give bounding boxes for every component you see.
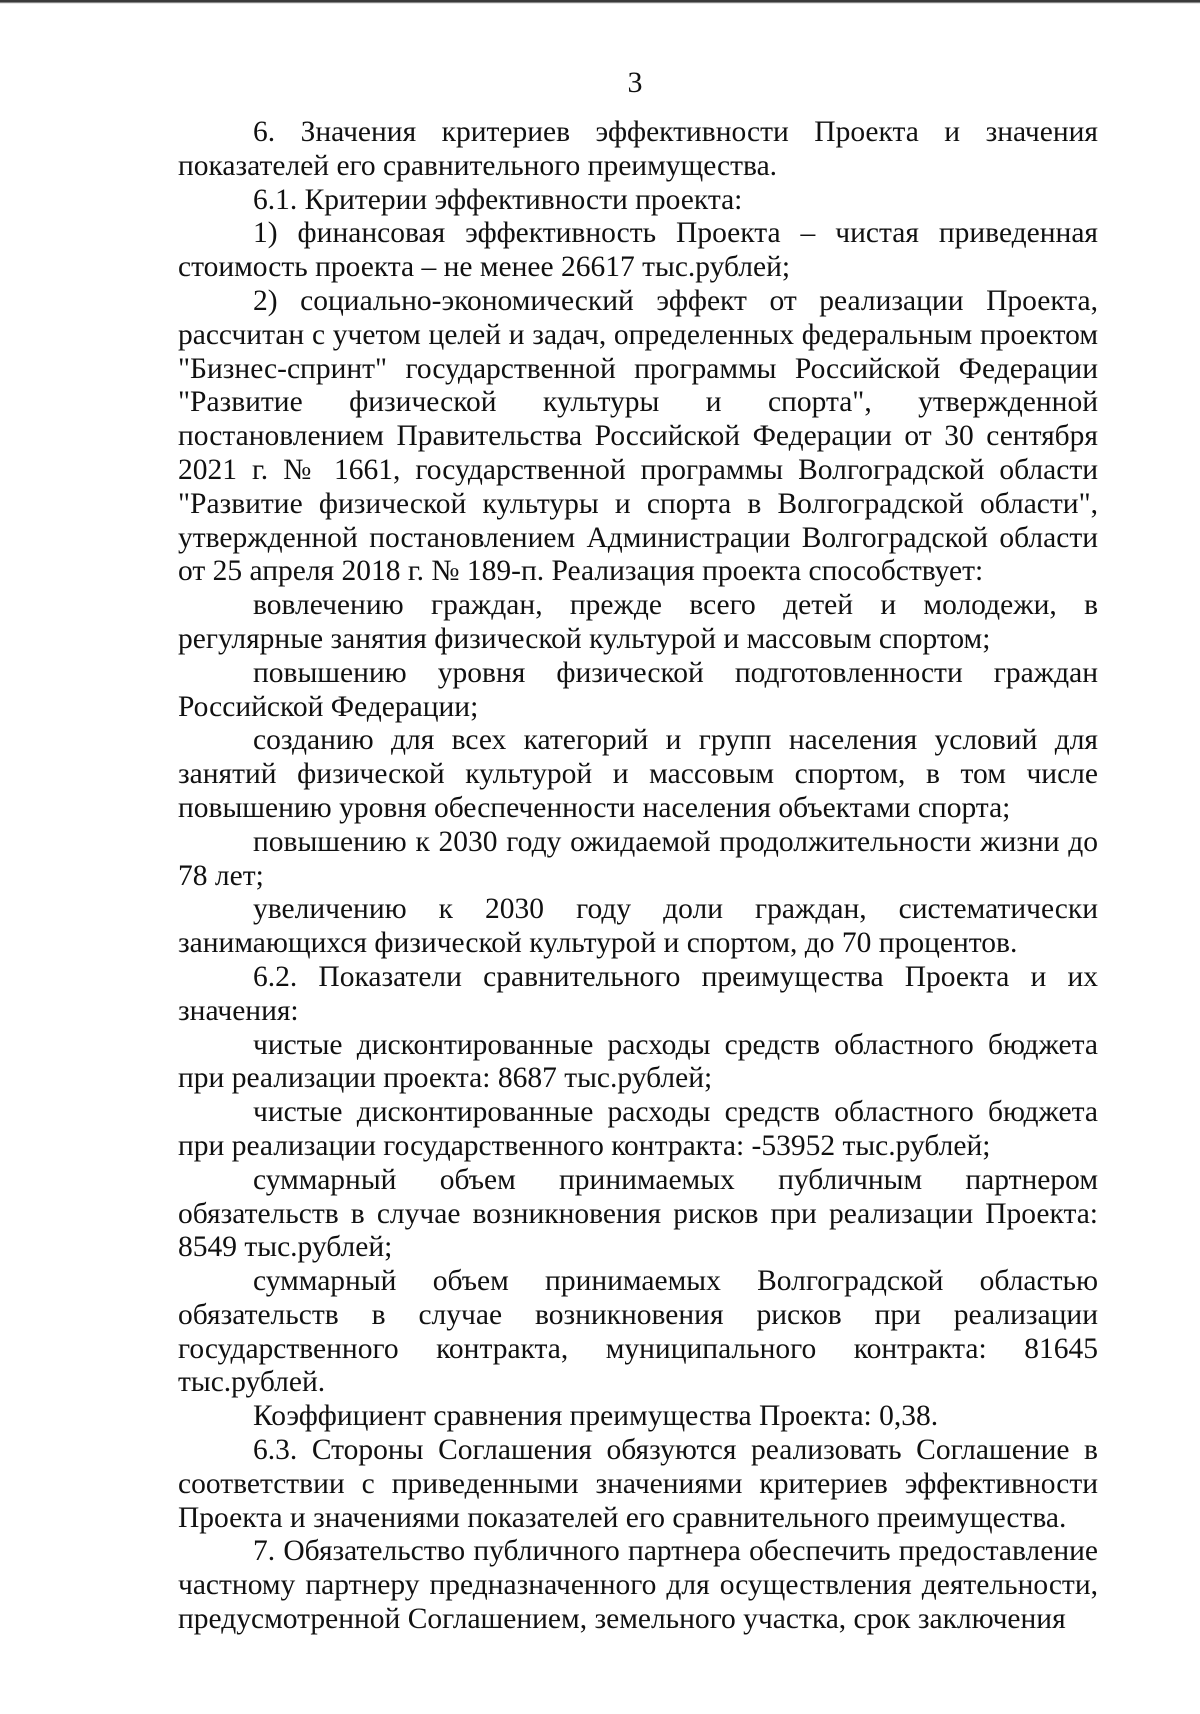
indicator-project-expenses: чистые дисконтированные расходы средств областного бюджета при реализации проекта: 8687 тыс.рублей; [178,1028,1098,1095]
scan-top-edge [0,0,1200,4]
list-item-share-of-citizens: увеличению к 2030 году доли граждан, систематически занимающихся физической культурой и спортом, до 70 процентов. [178,893,1098,960]
paragraph-6-heading: 6. Значения критериев эффективности Проекта и значения показателей его сравнительного преимущества. [178,116,1098,182]
paragraph-7: 7. Обязательство публичного партнера обеспечить предоставление частному партнеру предназначенного для осуществления деятельности, предусмотренной Соглашением, земельного участка, срок заключения [178,1535,1098,1636]
paragraph-6-1-item-2: 2) социально-экономический эффект от реализации Проекта, рассчитан с учетом целей и задач, определенных федеральным проектом "Бизнес-спринт" государственной программы Российской Федерации "Развитие физической культуры и спорта", утвержденной постановлением Правительства Российской Федерации от 30 сентября 2021 г. № 1661, государственной программы Волгоградской области "Развитие физической культуры и спорта в Волгоградской области", утвержденной постановлением Администрации Волгоградской области от 25 апреля 2018 г. № 189-п. Реализация проекта способствует: [178,284,1098,588]
paragraph-6-2: 6.2. Показатели сравнительного преимущества Проекта и их значения: [178,960,1098,1027]
list-item-fitness-level: повышению уровня физической подготовленности граждан Российской Федерации; [178,656,1098,723]
paragraph-6-1-item-1: 1) финансовая эффективность Проекта – чистая приведенная стоимость проекта – не менее 26617 тыс.рублей; [178,217,1098,284]
paragraph-6-1: 6.1. Критерии эффективности проекта: [253,183,743,216]
list-item-conditions: созданию для всех категорий и групп населения условий для занятий физической культурой и массовым спортом, в том числе повышению уровня обеспеченности населения объектами спорта; [178,724,1098,824]
indicator-contract-expenses: чистые дисконтированные расходы средств областного бюджета при реализации государственного контракта: -53952 тыс.рублей; [178,1096,1098,1162]
comparison-coefficient: Коэффициент сравнения преимущества Проекта: 0,38. [253,1400,939,1433]
indicator-public-partner-obligations: суммарный объем принимаемых публичным партнером обязательств в случае возникновения рисков при реализации Проекта: 8549 тыс.рублей; [178,1163,1098,1264]
list-item-life-expectancy: повышению к 2030 году ожидаемой продолжительности жизни до 78 лет; [178,825,1098,892]
list-item-involvement: вовлечению граждан, прежде всего детей и молодежи, в регулярные занятия физической культурой и массовым спортом; [178,589,1098,655]
page-number: 3 [627,66,643,99]
document-body [178,116,1098,1637]
paragraph-6-3: 6.3. Стороны Соглашения обязуются реализовать Соглашение в соответствии с приведенными значениями критериев эффективности Проекта и значениями показателей его сравнительного преимущества. [178,1434,1098,1534]
indicator-region-obligations: суммарный объем принимаемых Волгоградской областью обязательств в случае возникновения рисков при реализации государственного контракта, муниципального контракта: 81645 тыс.рублей. [178,1265,1098,1399]
